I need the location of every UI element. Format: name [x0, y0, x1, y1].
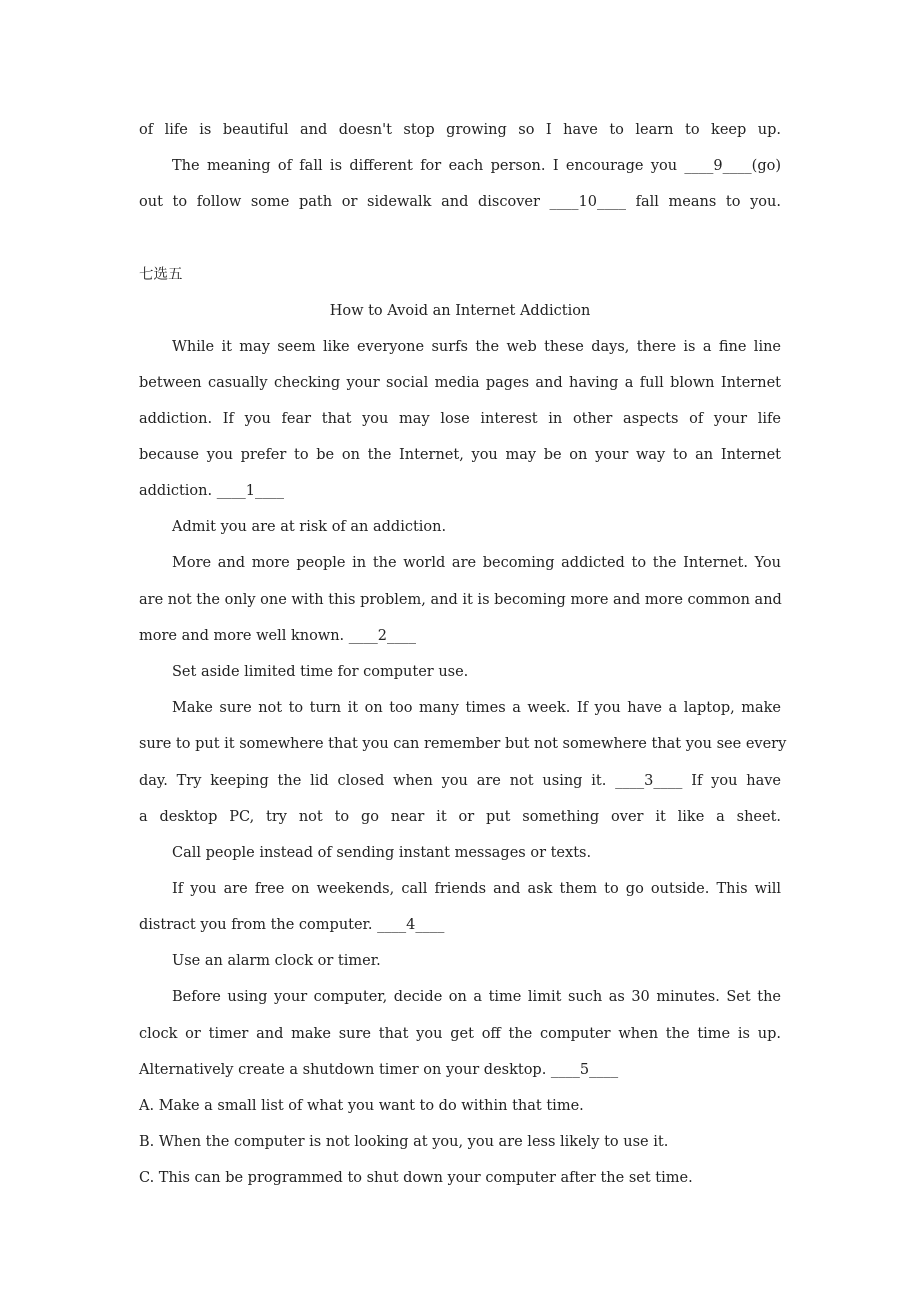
paragraph-line-blank-10: out to follow some path or sidewalk and discover ____10____ fall means to you.: [139, 194, 781, 210]
subheading: Admit you are at risk of an addiction.: [172, 519, 447, 535]
subheading: Call people instead of sending instant messages or texts.: [172, 845, 592, 861]
option-b: B. When the computer is not looking at you, you are less likely to use it.: [139, 1134, 669, 1150]
paragraph-line-blank-4: distract you from the computer. ____4____: [139, 917, 445, 933]
subheading: Set aside limited time for computer use.: [172, 664, 469, 680]
paragraph-line: addiction. If you fear that you may lose interest in other aspects of your life: [139, 411, 781, 427]
option-a: A. Make a small list of what you want to do within that time.: [139, 1098, 584, 1114]
paragraph-line: are not the only one with this problem, and it is becoming more and more common and: [139, 592, 782, 608]
paragraph-line: between casually checking your social media pages and having a full blown Internet: [139, 375, 781, 391]
paragraph-line: sure to put it somewhere that you can remember but not somewhere that you see every: [139, 736, 787, 752]
section-heading: 七选五: [139, 267, 183, 283]
paragraph-line: of life is beautiful and doesn't stop growing so I have to learn to keep up.: [139, 122, 781, 138]
paragraph-line-blank-3: day. Try keeping the lid closed when you are not using it. ____3____ If you have: [139, 773, 781, 789]
passage-title: How to Avoid an Internet Addiction: [329, 303, 591, 319]
paragraph-line: While it may seem like everyone surfs the web these days, there is a fine line: [172, 339, 781, 355]
paragraph-line-blank-9: The meaning of fall is different for each person. I encourage you ____9____(go): [172, 158, 781, 174]
paragraph-line: clock or timer and make sure that you get off the computer when the time is up.: [139, 1026, 781, 1042]
paragraph-line: because you prefer to be on the Internet, you may be on your way to an Internet: [139, 447, 781, 463]
option-c: C. This can be programmed to shut down your computer after the set time.: [139, 1170, 693, 1186]
paragraph-line: Before using your computer, decide on a time limit such as 30 minutes. Set the: [172, 989, 781, 1005]
paragraph-line-blank-5: Alternatively create a shutdown timer on your desktop. ____5____: [139, 1062, 619, 1078]
paragraph-line: Make sure not to turn it on too many times a week. If you have a laptop, make: [172, 700, 781, 716]
paragraph-line-blank-1: addiction. ____1____: [139, 483, 284, 499]
paragraph-line: If you are free on weekends, call friends and ask them to go outside. This will: [172, 881, 781, 897]
paragraph-line: More and more people in the world are becoming addicted to the Internet. You: [172, 555, 781, 571]
paragraph-line: a desktop PC, try not to go near it or put something over it like a sheet.: [139, 809, 781, 825]
paragraph-line-blank-2: more and more well known. ____2____: [139, 628, 417, 644]
subheading: Use an alarm clock or timer.: [172, 953, 381, 969]
